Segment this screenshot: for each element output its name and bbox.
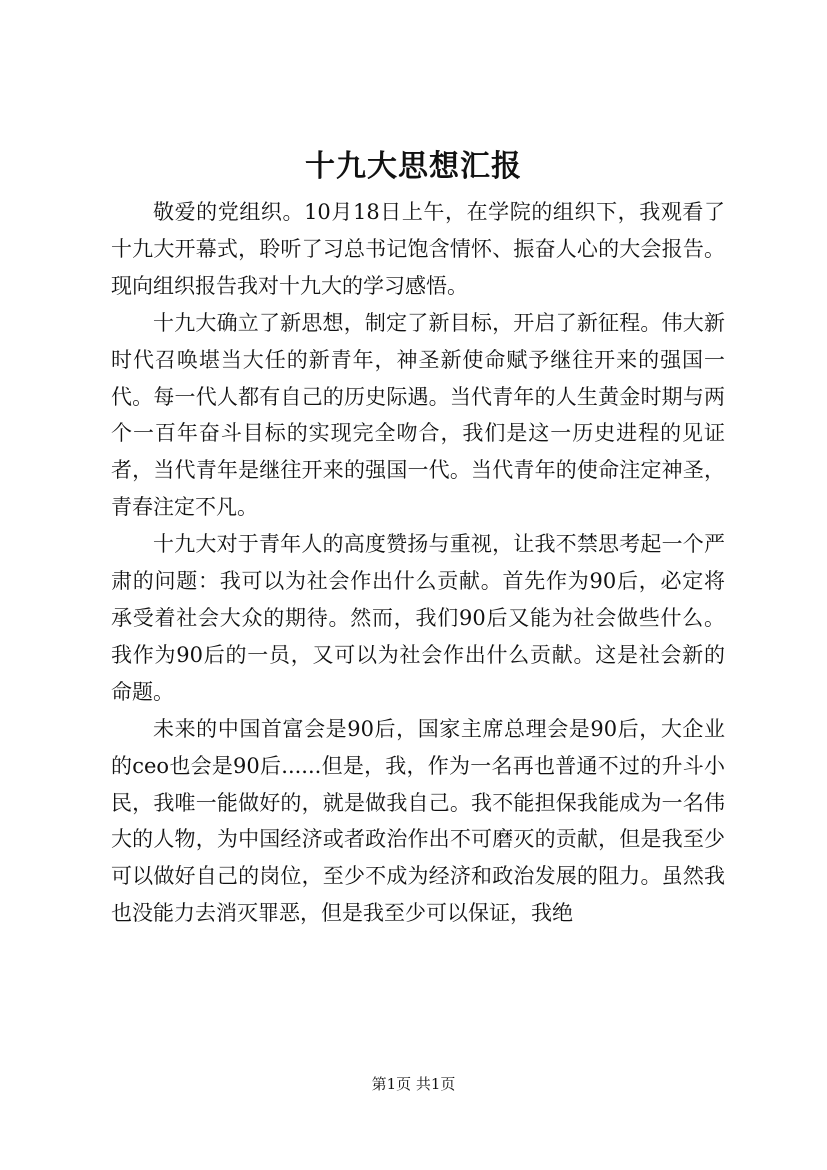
document-body xyxy=(111,194,725,932)
paragraph-2: 十九大确立了新思想，制定了新目标，开启了新征程。伟大新时代召唤堪当大任的新青年，神圣新使命赋予继往开来的强国一代。每一代人都有自己的历史际遇。当代青年的人生黄金时期与两个一百年奋斗目标的实现完全吻合，我们是这一历史进程的见证者，当代青年是继往开来的强国一代。当代青年的使命注定神圣，青春注定不凡。 xyxy=(111,310,725,520)
page-footer: 第1页 共1页 xyxy=(371,1075,456,1093)
paragraph-1: 敬爱的党组织。10月18日上午，在学院的组织下，我观看了十九大开幕式，聆听了习总书记饱含情怀、振奋人心的大会报告。现向组织报告我对十九大的学习感悟。 xyxy=(111,200,725,298)
paragraph-4: 未来的中国首富会是90后，国家主席总理会是90后，大企业的ceo也会是90后......但是，我，作为一名再也普通不过的升斗小民，我唯一能做好的，就是做我自己。我不能担保我能成为一名伟大的人物，为中国经济或者政治作出不可磨灭的贡献，但是我至少可以做好自己的岗位，至少不成为经济和政治发展的阻力。虽然我也没能力去消灭罪恶，但是我至少可以保证，我绝 xyxy=(111,716,725,926)
document-title: 十九大思想汇报 xyxy=(305,149,522,184)
paragraph-3: 十九大对于青年人的高度赞扬与重视，让我不禁思考起一个严肃的问题：我可以为社会作出什么贡献。首先作为90后，必定将承受着社会大众的期待。然而，我们90后又能为社会做些什么。我作为90后的一员，又可以为社会作出什么贡献。这是社会新的命题。 xyxy=(111,532,725,704)
